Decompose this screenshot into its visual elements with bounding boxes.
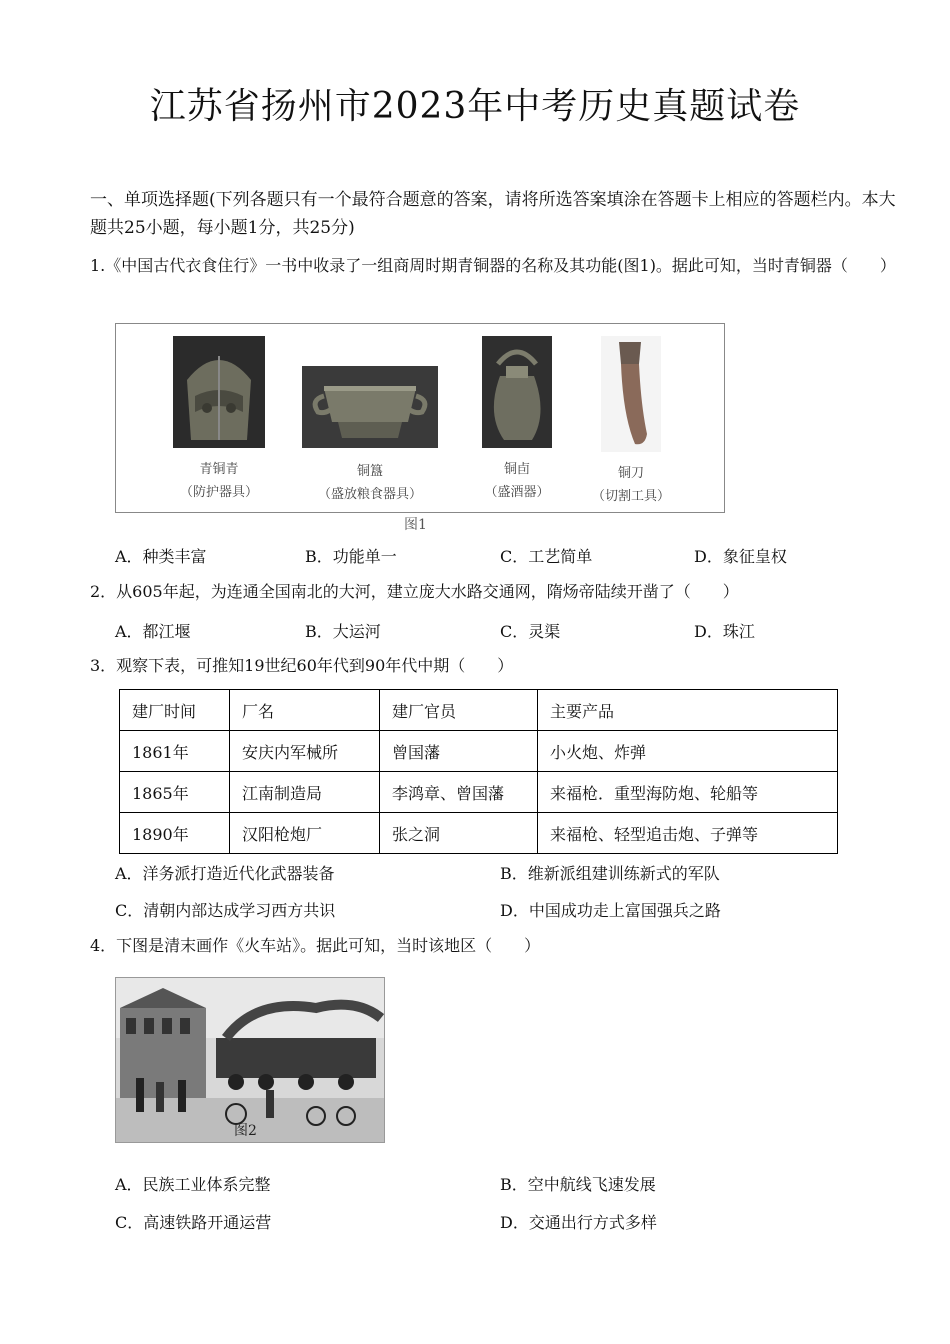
figure-1: [115, 323, 725, 513]
figure-item-knife: [566, 336, 696, 504]
figure-item-use: （盛酒器）: [484, 485, 550, 500]
figure-item-use: （盛放粮食器具）: [317, 487, 422, 502]
table-cell: 小火炮、炸弹: [538, 731, 838, 772]
figure-2-train-station: [115, 977, 385, 1143]
q3-option-c[interactable]: C．清朝内部达成学习西方共识: [115, 901, 336, 920]
q4-option-d[interactable]: D．交通出行方式多样: [500, 1213, 657, 1232]
table-cell: 汉阳枪炮厂: [230, 813, 380, 854]
factory-table: [119, 689, 838, 854]
figure-item-helmet: [154, 336, 284, 500]
page-title: 江苏省扬州市2023年中考历史真题试卷: [149, 86, 801, 127]
figure-item-name: 青铜青: [199, 462, 239, 477]
table-header-row: [120, 690, 838, 731]
train-station-painting: [116, 978, 384, 1142]
bronze-you-image: [482, 336, 552, 448]
figure-item-gui: [298, 366, 442, 502]
table-cell: 1865年: [120, 772, 230, 813]
bronze-knife-image: [601, 336, 661, 452]
figure-1-caption: 图1: [404, 517, 427, 533]
figure-item-name: 铜簋: [356, 464, 383, 479]
table-header: 建厂时间: [120, 690, 230, 731]
figure-2-caption: 图2: [234, 1123, 257, 1139]
table-cell: 安庆内军械所: [230, 731, 380, 772]
figure-item-you: [452, 336, 582, 500]
table-cell: 来福枪、轻型追击炮、子弹等: [538, 813, 838, 854]
table-cell: 1890年: [120, 813, 230, 854]
figure-item-use: （切割工具）: [591, 489, 670, 504]
section-heading: 一、单项选择题(下列各题只有一个最符合题意的答案，请将所选答案填涂在答题卡上相应的答题栏内。本大题共25小题，每小题1分，共25分): [90, 190, 896, 238]
table-cell: 曾国藩: [380, 731, 538, 772]
q1-option-c[interactable]: C．工艺简单: [500, 547, 593, 566]
table-header: 建厂官员: [380, 690, 538, 731]
figure-item-use: （防护器具）: [179, 485, 258, 500]
bronze-helmet-image: [173, 336, 265, 448]
table-cell: 1861年: [120, 731, 230, 772]
table-header: 主要产品: [538, 690, 838, 731]
q2-option-d[interactable]: D．珠江: [694, 622, 755, 641]
question-4-text: 4．下图是清末画作《火车站》。据此可知，当时该地区（ ）: [90, 936, 541, 955]
q1-option-d[interactable]: D．象征皇权: [694, 547, 787, 566]
question-3-text: 3．观察下表，可推知19世纪60年代到90年代中期（ ）: [90, 656, 514, 675]
q2-option-c[interactable]: C．灵渠: [500, 622, 561, 641]
q2-option-a[interactable]: A．都江堰: [115, 622, 191, 641]
table-row: [120, 731, 838, 772]
q3-option-d[interactable]: D．中国成功走上富国强兵之路: [500, 901, 721, 920]
q1-option-b[interactable]: B．功能单一: [305, 547, 397, 566]
q4-option-a[interactable]: A．民族工业体系完整: [115, 1175, 271, 1194]
question-1-text: 1.《中国古代衣食住行》一书中收录了一组商周时期青铜器的名称及其功能(图1)。据此可知，当时青铜器（ ）: [90, 256, 896, 275]
table-cell: 张之洞: [380, 813, 538, 854]
q4-option-c[interactable]: C．高速铁路开通运营: [115, 1213, 272, 1232]
table-cell: 李鸿章、曾国藩: [380, 772, 538, 813]
table-row: [120, 772, 838, 813]
q2-option-b[interactable]: B．大运河: [305, 622, 381, 641]
q3-option-b[interactable]: B．维新派组建训练新式的军队: [500, 864, 720, 883]
table-cell: 江南制造局: [230, 772, 380, 813]
figure-item-name: 铜刀: [617, 466, 644, 481]
q4-option-b[interactable]: B．空中航线飞速发展: [500, 1175, 656, 1194]
table-row: [120, 813, 838, 854]
figure-item-name: 铜卣: [503, 462, 530, 477]
table-cell: 来福枪．重型海防炮、轮船等: [538, 772, 838, 813]
q3-option-a[interactable]: A．洋务派打造近代化武器装备: [115, 864, 335, 883]
bronze-gui-image: [302, 366, 438, 448]
table-header: 厂名: [230, 690, 380, 731]
q1-option-a[interactable]: A．种类丰富: [115, 547, 207, 566]
question-2-text: 2．从605年起，为连通全国南北的大河，建立庞大水路交通网，隋炀帝陆续开凿了（ ）: [90, 582, 739, 601]
